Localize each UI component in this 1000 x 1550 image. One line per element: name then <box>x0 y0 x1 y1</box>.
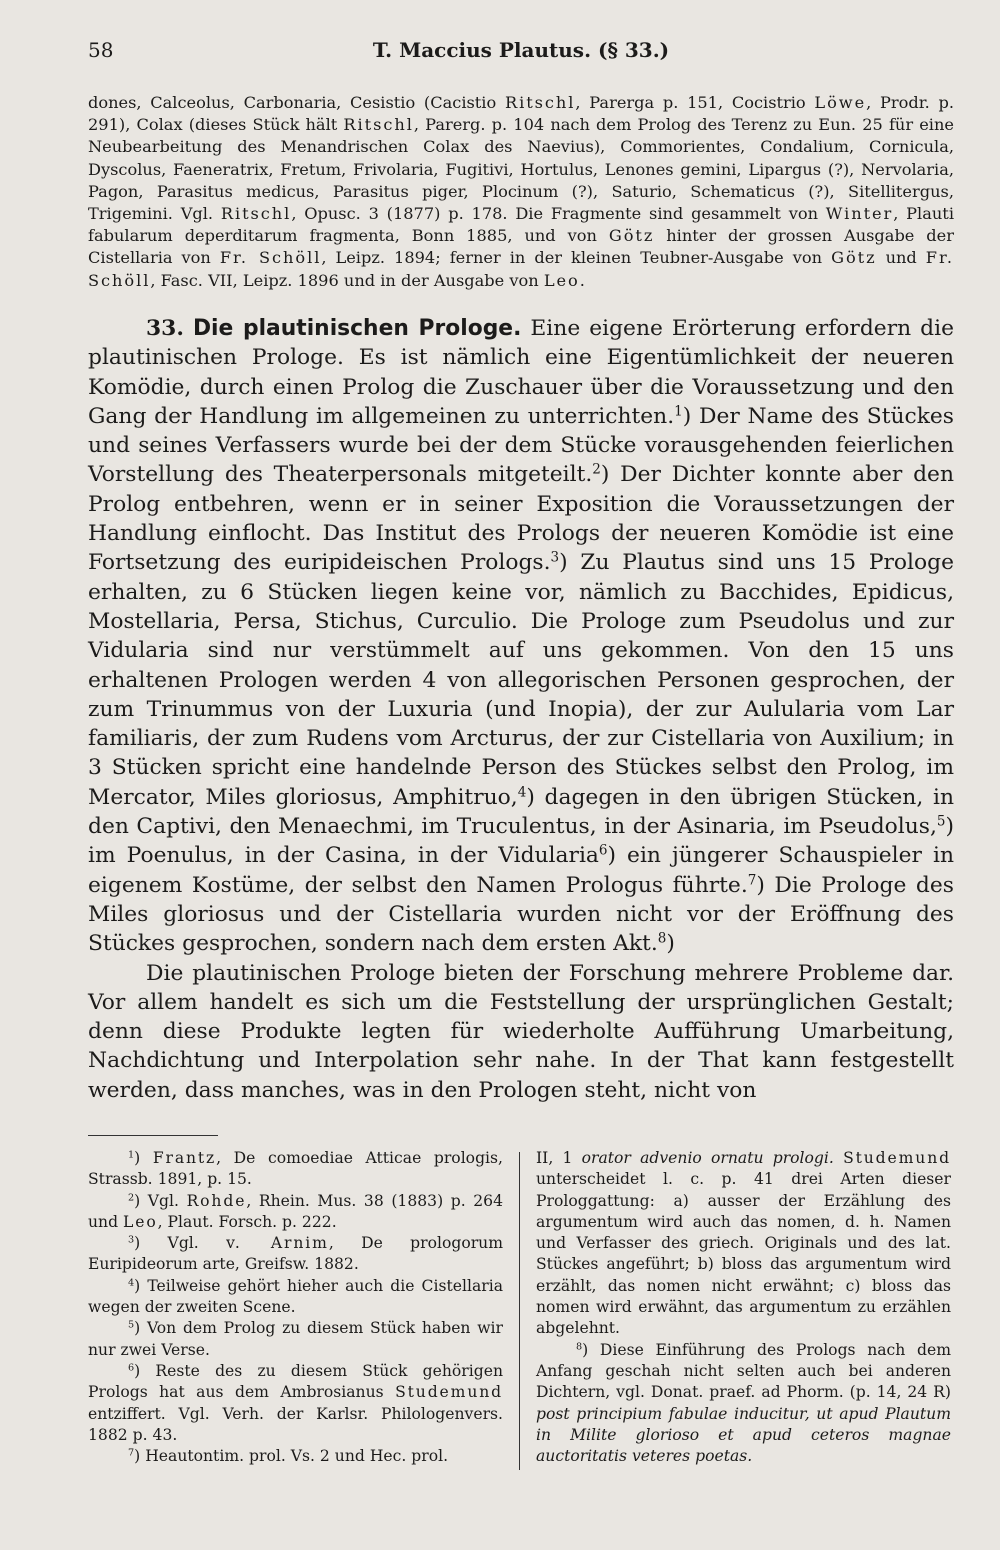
footnote-8: $^8$) Diese Einführung des Prologs nach dem Anfang geschah nicht selten auch bei anderen Dichtern, vgl. Donat. praef. ad Phorm. (p. 14, 24 R) post principium fabulae inducitur, ut apud Plautum in Milite glorioso et apud ceteros magnae auctoritatis veteres poetas. <box>536 1340 951 1466</box>
footnote-6: $^6$) Reste des zu diesem Stück gehörigen Prologs hat aus dem Ambrosianus Studemund entziffert. Vgl. Verh. der Karlsr. Philologenvers. 1882 p. 43. <box>88 1361 503 1444</box>
footnote-ref: 4 <box>517 784 527 801</box>
intro-continuation <box>88 92 954 292</box>
footnote-ref: 1 <box>674 403 683 420</box>
page-header <box>88 38 954 64</box>
footnote-ref: 7 <box>747 872 757 889</box>
section-33 <box>88 314 954 1105</box>
footnote-2: $^2$) Vgl. Rohde, Rhein. Mus. 38 (1883) p. 264 und Leo, Plaut. Forsch. p. 222. <box>88 1191 503 1231</box>
section-title: Die plautinischen Prologe. <box>192 316 522 341</box>
footnote-5: $^5$) Von dem Prolog zu diesem Stück haben wir nur zwei Verse. <box>88 1319 503 1359</box>
footnote-4: $^4$) Teilweise gehört hieher auch die Cistellaria wegen der zweiten Scene. <box>88 1276 503 1317</box>
footnote-7: $^7$) Heautontim. prol. Vs. 2 und Hec. prol. <box>128 1447 449 1466</box>
footnote-ref: 5 <box>936 813 946 830</box>
intro-paragraph: dones, Calceolus, Carbonaria, Cesistio (Cacistio Ritschl, Parerga p. 151, Cocistrio Löwe, Prodr. p. 291), Colax (dieses Stück hält Ritschl, Parerg. p. 104 nach dem Prolog des Terenz zu Eun. 25 für eine Neubearbeitung des Menandrischen Colax des Naevius), Commorientes, Condalium, Cornicula, Dyscolus, Faeneratrix, Fretum, Frivolaria, Fugitivi, Hortulus, Lenones gemini, Lipargus (?), Nervolaria, Pagon, Parasitus medicus, Parasitus piger, Plocinum (?), Saturio, Schematicus (?), Sitellitergus, Trigemini. Vgl. Ritschl, Opusc. 3 (1877) p. 178. Die Fragmente sind gesammelt von Winter, Plauti fabularum deperditarum fragmenta, Bonn 1885, und von Götz hinter der grossen Ausgabe der Cistellaria von Fr. Schöll, Leipz. 1894; ferner in der kleinen Teubner-Ausgabe von Götz und Fr. Schöll, Fasc. VII, Leipz. 1896 und in der Ausgabe von Leo. <box>88 93 955 290</box>
footnote-ref: 3 <box>550 549 560 566</box>
section-paragraph-2: Die plautinischen Prologe bieten der Forschung mehrere Probleme dar. Vor allem handelt es sich um die Feststellung der ursprünglichen Gestalt; denn diese Produkte legten für wiederholte Aufführung Umarbeitung, Nachdichtung und Interpolation sehr nahe. In der That kann festgestellt werden, dass manches, was in den Prologen steht, nicht von <box>88 960 954 1103</box>
footnotes-left-column <box>88 1148 503 1467</box>
footnote-ref: 8 <box>657 930 667 947</box>
section-number: 33. <box>146 316 184 341</box>
footnote-7-continued: II, 1 orator advenio ornatu prologi. Studemund unterscheidet l. c. p. 41 drei Arten dieser Prologgattung: a) ausser der Erzählung des argumentum wird auch das nomen, d. h. Namen und Verfasser des griech. Originals und des lat. Stückes angeführt; b) bloss das argumentum wird erzählt, das nomen nicht erwähnt; c) bloss das nomen wird erwähnt, das argumentum zu erzählen abgelehnt. <box>536 1149 951 1338</box>
footnote-column-divider <box>519 1152 520 1470</box>
footnote-ref: 6 <box>598 842 608 859</box>
footnote-rule <box>88 1135 218 1136</box>
section-paragraph-1: 33. Die plautinischen Prologe. Eine eigene Erörterung erfordern die plautinischen Prologe. Es ist nämlich eine Eigentümlichkeit der neueren Komödie, durch einen Prolog die Zuschauer über die Voraussetzung und den Gang der Handlung im allgemeinen zu unterrichten.$^1$) Der Name des Stückes und seines Verfassers wurde bei der dem Stücke vorausgehenden feierlichen Vorstellung des Theaterpersonals mitgeteilt.$^2$) Der Dichter konnte aber den Prolog entbehren, wenn er in seiner Exposition die Voraussetzungen der Handlung einflocht. Das Institut des Prologs der neueren Komödie ist eine Fortsetzung des euripideischen Prologs.$^3$) Zu Plautus sind uns 15 Prologe erhalten, zu 6 Stücken liegen keine vor, nämlich zu Bacchides, Epidicus, Mostellaria, Persa, Stichus, Curculio. Die Prologe zum Pseudolus und zur Vidularia sind nur verstümmelt auf uns gekommen. Von den 15 uns erhaltenen Prologen werden 4 von allegorischen Personen gesprochen, der zum Trinummus von der Luxuria (und Inopia), der zur Aulularia vom Lar familiaris, der zum Rudens vom Arcturus, der zur Cistellaria von Auxilium; in 3 Stücken spricht eine handelnde Person des Stückes selbst den Prolog, im Mercator, Miles gloriosus, Amphitruo,$^4$) dagegen in den übrigen Stücken, in den Captivi, den Menaechmi, im Truculentus, in der Asinaria, im Pseudolus,$^5$) im Poenulus, in der Casina, in der Vidularia$^6$) ein jüngerer Schauspieler in eigenem Kostüme, der selbst den Namen Prologus führte.$^7$) Die Prologe des Miles gloriosus und der Cistellaria wurden nicht vor der Eröffnung des Stückes gesprochen, sondern nach dem ersten Akt.$^8$) <box>88 316 955 957</box>
footnote-ref: 2 <box>592 462 601 479</box>
footnote-3: $^3$) Vgl. v. Arnim, De prologorum Euripideorum arte, Greifsw. 1882. <box>88 1234 503 1274</box>
footnote-1: $^1$) Frantz, De comoediae Atticae prologis, Strassb. 1891, p. 15. <box>88 1149 503 1189</box>
page-number: 58 <box>88 38 114 62</box>
footnotes-right-column <box>536 1148 951 1467</box>
running-title: T. Maccius Plautus. (§ 33.) <box>372 38 670 62</box>
